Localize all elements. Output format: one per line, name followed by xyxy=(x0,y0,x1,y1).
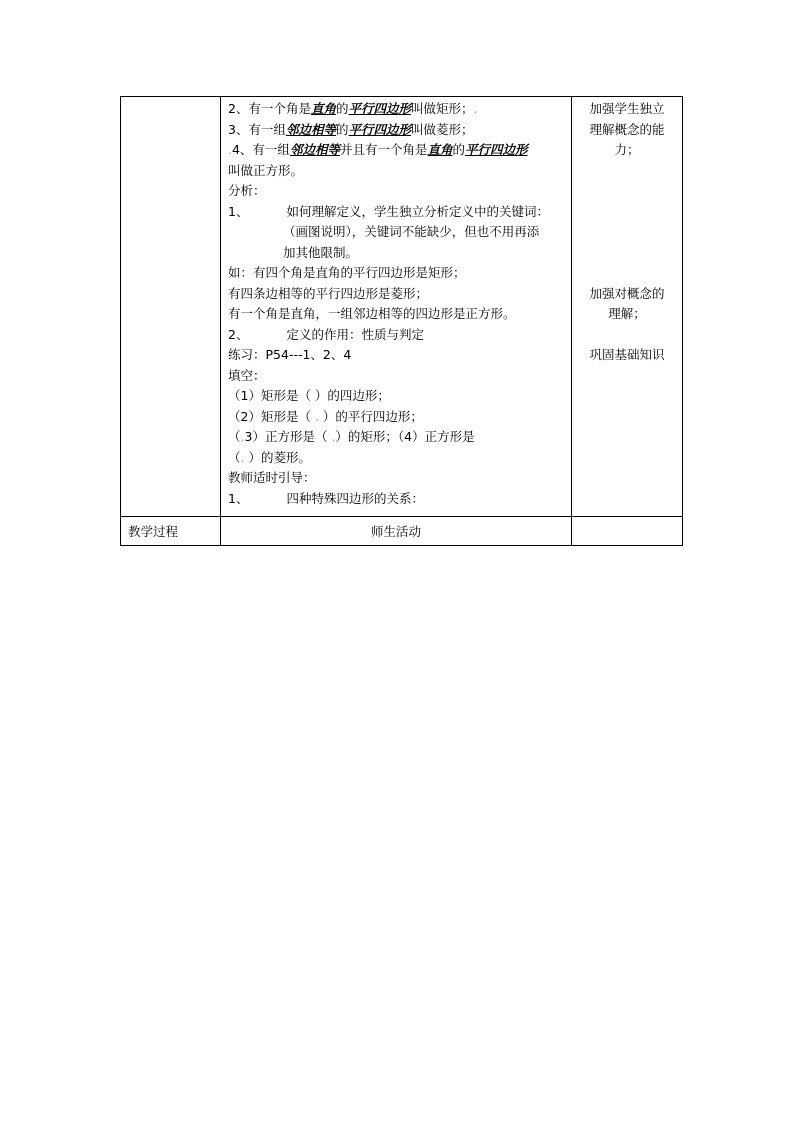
note-2-line-1: 加强对概念的 xyxy=(589,285,665,301)
definition-square-cont: 叫做正方形。 xyxy=(228,162,304,178)
guidance-title: 教师适时引导： xyxy=(228,470,316,485)
guidance-item-1: 1、 四种特殊四边形的关系： xyxy=(228,490,424,506)
analysis-item-2: 2、 定义的作用：性质与判定 xyxy=(228,326,424,342)
analysis-title: 分析： xyxy=(228,183,266,198)
fill-question-2: （2）矩形是（ . ）的平行四边形； xyxy=(228,408,423,424)
exercise-line: 练习：P54---1、2、4 xyxy=(228,347,352,362)
lesson-plan-table xyxy=(120,96,683,546)
design-intent-cell xyxy=(572,97,683,517)
fill-blank-title: 填空： xyxy=(228,367,266,383)
footer-empty-cell xyxy=(572,517,683,546)
note-2-line-2: 理解； xyxy=(608,306,646,321)
analysis-item-1: 1、 如何理解定义，学生独立分析定义中的关键词： xyxy=(228,203,549,219)
footer-teaching-process: 教学过程 xyxy=(121,517,221,546)
note-1-line-3: 力； xyxy=(614,142,640,157)
fill-question-1: （1）矩形是（ ）的四边形； xyxy=(228,388,390,403)
definition-square: .4、有一组邻边相等并且有一个角是直角的平行四边形 xyxy=(228,142,528,157)
note-1-line-2: 理解概念的能 xyxy=(589,121,665,137)
analysis-item-1-cont2: 加其他限制。 xyxy=(283,244,359,260)
example-rhombus: 有四条边相等的平行四边形是菱形； xyxy=(228,285,429,301)
analysis-item-1-cont: （画图说明），关键词不能缺少，但也不用再添 xyxy=(283,224,540,239)
note-3: 巩固基础知识 xyxy=(589,346,665,362)
example-square: 有一个角是直角，一组邻边相等的四边形是正方形。 xyxy=(228,306,516,321)
definition-rectangle: 2、有一个角是直角的平行四边形叫做矩形；. xyxy=(228,101,478,116)
definition-rhombus: 3、有一组邻边相等的平行四边形叫做菱形； xyxy=(228,121,474,137)
footer-row xyxy=(121,517,683,546)
content-row xyxy=(121,97,683,517)
footer-teacher-student-activity: 师生活动 xyxy=(221,517,572,546)
activity-content-cell xyxy=(221,97,572,517)
fill-question-3: （.3）正方形是（ .）的矩形；（4）正方形是 xyxy=(228,429,475,444)
example-rectangle: 如：有四个角是直角的平行四边形是矩形； xyxy=(228,265,466,280)
note-1-line-1: 加强学生独立 xyxy=(589,101,665,116)
left-empty-cell xyxy=(121,97,221,517)
fill-question-4: （. ）的菱形。 xyxy=(228,449,311,465)
